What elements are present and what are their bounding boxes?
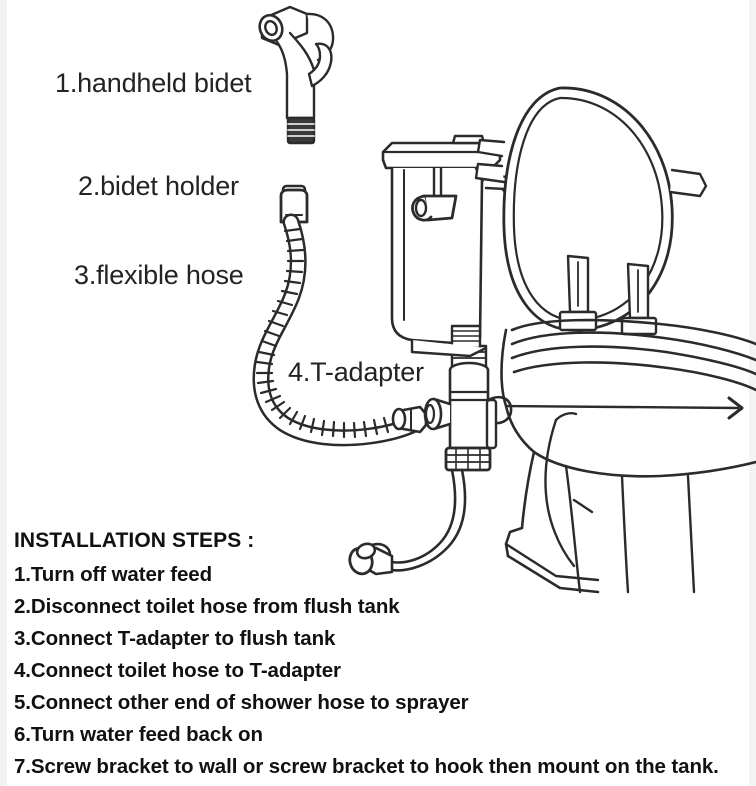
handheld-bidet-illustration <box>256 7 333 143</box>
installation-step: 6.Turn water feed back on <box>14 723 263 746</box>
callout-t-adapter: 4.T-adapter <box>288 357 424 387</box>
installation-step: 5.Connect other end of shower hose to sprayer <box>14 691 469 714</box>
callout-handheld-bidet: 1.handheld bidet <box>55 68 252 98</box>
installation-step: 3.Connect T-adapter to flush tank <box>14 627 336 650</box>
installation-step: 4.Connect toilet hose to T-adapter <box>14 659 341 682</box>
installation-step: 2.Disconnect toilet hose from flush tank <box>14 595 400 618</box>
callout-flexible-hose: 3.flexible hose <box>74 260 244 290</box>
installation-step: 7.Screw bracket to wall or screw bracket to hook then mount on the tank. <box>14 755 719 778</box>
installation-steps-heading: INSTALLATION STEPS : <box>14 529 255 552</box>
installation-steps-block <box>14 530 744 783</box>
t-adapter-illustration <box>425 346 511 470</box>
installation-steps-list <box>14 559 744 783</box>
toilet-tank-illustration <box>383 136 524 356</box>
installation-step: 1.Turn off water feed <box>14 563 212 586</box>
toilet-lid-illustration <box>476 88 706 330</box>
callout-bidet-holder: 2.bidet holder <box>78 171 239 201</box>
